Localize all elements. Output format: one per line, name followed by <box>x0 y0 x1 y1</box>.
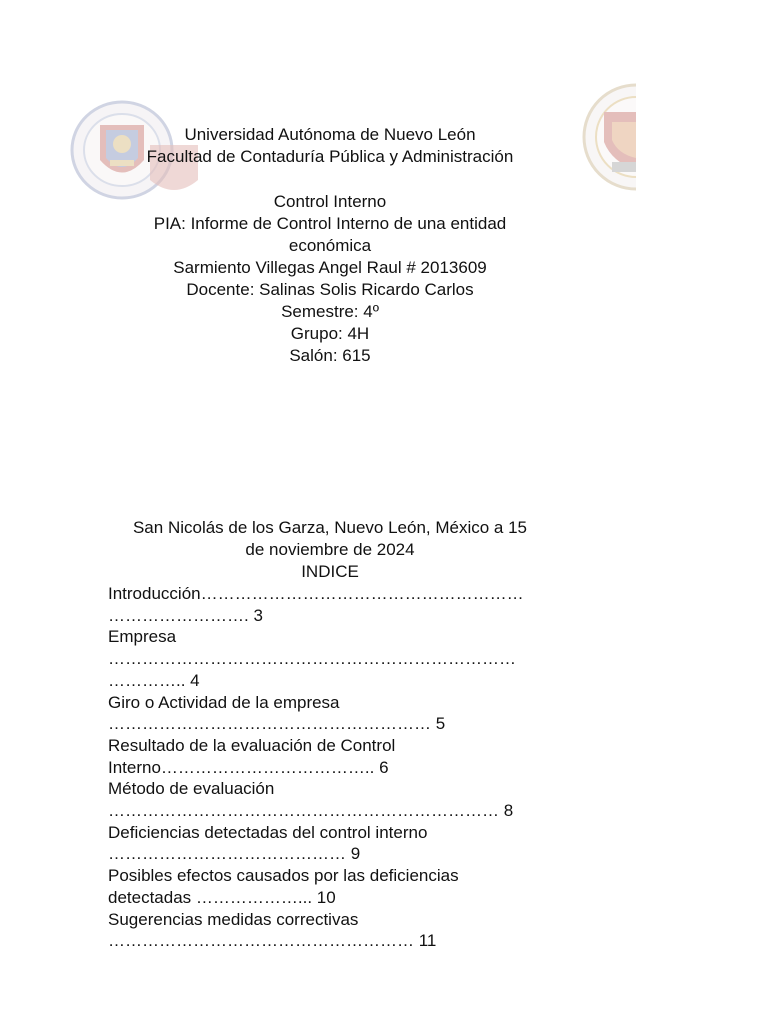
cover-info <box>110 191 550 367</box>
toc-entry-efectos <box>108 865 558 908</box>
toc-entry-line: …………………………………… 9 <box>108 844 361 864</box>
toc-entry-giro <box>108 692 558 735</box>
pia-title-line2: económica <box>288 236 372 255</box>
toc-entry-line: Resultado de la evaluación de Control <box>108 735 396 755</box>
place-date-line1: San Nicolás de los Garza, Nuevo León, México a 15 <box>132 518 528 537</box>
place-date-line2: de noviembre de 2024 <box>245 540 415 559</box>
teacher-name: Docente: Salinas Solis Ricardo Carlos <box>186 280 474 299</box>
index-title: INDICE <box>301 562 359 581</box>
table-of-contents <box>108 583 558 952</box>
toc-entry-line: ……………………………………………………………… <box>108 649 516 669</box>
toc-entry-introduccion <box>108 583 558 626</box>
toc-entry-sugerencias <box>108 909 558 952</box>
toc-entry-line: Posibles efectos causados por las deficiencias <box>108 866 459 886</box>
toc-entry-line: …………………………………………………………… 8 <box>108 801 514 821</box>
subject-title: Control Interno <box>273 192 387 211</box>
toc-entry-line: Deficiencias detectadas del control interno <box>108 822 428 842</box>
toc-entry-line: ……………………………………………… 11 <box>108 931 437 951</box>
toc-entry-line: ………….. 4 <box>108 670 200 690</box>
pia-title-line1: PIA: Informe de Control Interno de una entidad <box>153 214 507 233</box>
toc-entry-line: ……………………. 3 <box>108 605 263 625</box>
place-date <box>110 517 550 583</box>
toc-entry-line: detectadas ………………... 10 <box>108 887 336 907</box>
toc-entry-line: Introducción………………………………………………… <box>108 584 524 603</box>
toc-entry-line: Empresa <box>108 627 177 647</box>
toc-entry-line: Sugerencias medidas correctivas <box>108 909 359 929</box>
toc-entry-metodo <box>108 778 558 821</box>
toc-entry-line: Interno……………………………….. 6 <box>108 757 389 777</box>
student-name: Sarmiento Villegas Angel Raul # 2013609 <box>173 258 487 277</box>
toc-entry-resultado <box>108 735 558 778</box>
faculty-seal-right-icon <box>582 82 636 192</box>
faculty-name: Facultad de Contaduría Pública y Administración <box>146 147 514 166</box>
toc-entry-line: ………………………………………………… 5 <box>108 714 446 734</box>
group: Grupo: 4H <box>290 324 370 343</box>
institution-header <box>110 124 550 168</box>
toc-entry-line: Giro o Actividad de la empresa <box>108 692 340 712</box>
toc-entry-line: Método de evaluación <box>108 779 275 799</box>
semester: Semestre: 4º <box>281 302 379 321</box>
toc-entry-empresa <box>108 626 558 691</box>
university-name: Universidad Autónoma de Nuevo León <box>184 125 476 144</box>
toc-entry-deficiencias <box>108 822 558 865</box>
room: Salón: 615 <box>289 346 371 365</box>
